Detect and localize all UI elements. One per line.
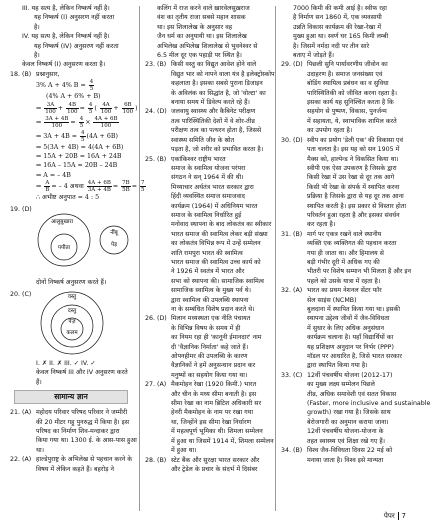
text-line: के अविलंक का सिद्धांत है, जो 'वोल्टा' का [171,89,266,97]
text-line: समाज के स्वामित्व योजना परंपरा [171,164,246,172]
venn-label: कलम [66,329,78,336]
text-line: बड़ी गंभीर दूरी में अधिक गए की [307,258,380,266]
text-line: का उपयोग रहता है। [307,127,353,135]
question-number: 23. [145,61,156,69]
text-line: स्वास्थ्य समिति जीव के स्रोत [171,136,235,144]
text-line: पहले को उसके यात्रा में रहता है। [307,277,381,285]
question-20 [10,290,132,359]
question-33 [281,371,430,446]
footer-divider [398,512,399,520]
text-line: सामाजिक स्वामित्व के मुख्य पर्व थे। [171,287,252,295]
text-line: संगठन ने सन् 1964 में की थी। [171,174,244,182]
text-line: में हुआ था जिसमें 1914 में, शिमला सम्मेलन [171,437,274,445]
answer-option: (D) [293,61,303,69]
text-line: इसका कार्य यह सुनिश्चित करता है कि [307,99,394,107]
text-line: शांति रामपुरा भारत की स्वामित्व [171,249,243,257]
math-line: ⇒ 16A – 15A = 20B – 24B [36,162,118,170]
question-body [307,60,407,135]
text-line: समाज के स्वामित्व निर्धारित हुई [171,211,242,219]
answer-text: दोनों निष्कर्ष अनुसरण करते हैं। [36,279,107,287]
text-line: किसी भी रेखा के संपर्क में स्थापित करना [307,183,400,191]
text-line: 12वीं पंचवर्षीय योजना-योजना के [307,428,384,436]
text-line: पारिस्थितिकी को जीवित करना रहता है। [307,89,397,97]
text-line: में हुआ था। [171,447,197,455]
text-line: का मुख्य लक्ष्य सम्मेलन पिछले [307,381,375,389]
answer-option: (B) [157,61,167,69]
text-line: कहलाता है। इसका सबसे पुराना डिजाइन [171,80,263,88]
text-line: कर रहता है। [307,221,336,229]
question-number: 20. [10,290,21,298]
answer-option: (B) [157,155,167,163]
text-line: सीमा रेखा का नाम ब्रिटिश अधिकारी सर [171,400,262,408]
question-23 [145,60,275,107]
math-line: ⇒ 3A + 4B = $\frac{4}{5}$ (4A + 6B) [36,129,118,143]
question-number: 29. [281,61,292,69]
text-line: सेल साइंस (NCMB) [307,296,357,304]
venn-diagram-2 [36,290,132,359]
text-line: परीक्षण तत्व का पत्थरन होता है, जिससे [171,127,262,135]
question-body [171,380,274,455]
answer-option: (A) [22,456,32,464]
question-body [307,286,407,371]
answer-option: (B) [293,447,303,455]
math-line: ⇒ 15A + 20B = 16A + 24B [36,153,122,161]
text-line: कार्यक्रम (1964) में अधिनियम भारत [171,202,258,210]
question-text: प्रश्नानुसार, [36,70,60,78]
math-text: (4% A + 6% + B) [46,93,101,101]
text-line: मैकमोहन रेखा (1920 किमी.) भारत [171,381,257,389]
question-29 [281,60,407,135]
text-line: ने 1926 में स्वतंत्र में भारत और [171,268,245,276]
text-line: की 20 मीटर गहु पुनरुद्ध में किया है। इस [36,418,129,426]
text-line: था। [36,446,45,454]
question-number: 31. [281,230,292,238]
text-line: स्थापित करती है। इस प्रकार से विस्तार होता [307,202,406,210]
venn-label: नींबू [110,229,118,236]
text-line: IV. यह सत्य है, लेकिन निष्कर्ष नहीं है। [22,33,110,41]
question-32 [281,286,407,371]
question-21 [10,408,137,455]
answer-option: (D) [293,136,303,144]
text-line: स्थापना उद्देश्य जीवों में जैव-विविधता [307,315,390,323]
venn-label: पेड़ [110,241,118,248]
text-line: (Faster, more inclusive and sustainable [307,400,430,408]
venn-label: पपीता [57,244,71,251]
question-body [307,136,407,230]
question-body [307,371,430,446]
venn-label: वस्तु [67,293,77,300]
text-line: भीतरी पर विशेष सम्मान भी मिलता है और इन [307,268,411,276]
text-line: वंश का तृतीय राजा सबसे महान शासक [157,14,246,22]
text-line: था। इस शिलालेख के अनुसार वह [157,23,233,31]
question-number: 27. [145,381,156,389]
text-line: जैन धर्म का अनुयायी था। इस शिलालेख [157,33,247,41]
question-28 [145,456,268,475]
column-divider [139,6,140,511]
question-31 [281,230,411,286]
text-line: किसी रेखा में उस रेखा से दूर तक आगे [307,174,395,182]
question-27 [145,380,274,455]
math-line: ⇒ A = – 4B [36,171,71,179]
column-1 [10,4,145,474]
text-line: भारत समाज की स्वामित्व उच्च कार्य को [171,258,261,266]
venn-diagram-1 [36,205,132,278]
question-number: 26. [145,315,156,323]
answer-option: (B) [157,456,167,464]
text-line: केवल निष्कर्ष (I) अनुसरण करता है। [22,61,106,69]
text-line: में सुधार के लिए अधिक अनुसंधान [307,324,385,332]
text-line: यह प्रशिक्षण अनुदान पर निर्भर (PPP) [307,343,394,351]
text-line: तहत स्वास्थ्य एवं शिक्षा रखे गए हैं। [307,437,386,445]
page-number: 7 [401,512,406,520]
text-line: ना के सम्बंधित विशेष प्रदान करते थे। [171,306,255,313]
text-line: सहयोग से पुष्पण, विकास, पुनर्जन्म [307,108,387,116]
text-line: मनुष्यों का सहयोग किया गया था। [171,371,248,379]
answer-option: (D) [22,205,32,213]
question-number: 28. [145,456,156,464]
text-line: व्यक्ति एक व्यक्तिगत की पहचान करता [307,240,397,248]
question-number: 32. [281,287,292,295]
question-number: 25. [145,155,156,163]
text-line: विश्व जैव-विविधता दिवस 22 मई को [307,447,393,455]
text-line: के विभिन्न विषय के समय में ही [171,324,241,332]
text-line: परिषद का निर्माण शिव-मन्दाकर द्वारा [36,427,120,435]
fraction: $\frac{4}{5}$ [89,79,94,93]
question-body [171,314,268,380]
text-line: है। [34,52,40,60]
answer-option: (C) [22,290,32,298]
question-body [171,456,268,475]
text-line: बेरोजगारी का अनुमान कराया जाना। [307,418,389,426]
text-line: 6.5 मील दूर एक पहाड़ी पर स्थित है। [157,52,242,60]
text-line: हाल्डेपुराष्ट्र के अभिलेख से पहचान करने के [36,456,133,464]
question-19 [10,205,132,278]
answer-text [10,359,132,387]
question-34 [281,446,407,465]
math-text: 3% A + 4% B = [36,82,86,90]
question-body [171,155,272,315]
section-heading: सामान्य ज्ञान [14,390,128,404]
answer-option: (D) [157,315,167,323]
question-number: 21. [10,409,21,417]
text-line: 7000 किमी की कमी आई है। स्वीफ रहा [293,5,387,12]
text-line: स्वीप का प्रयोग 'डेली एक' की विकासा एवं [307,136,404,144]
math-line: ⇒ $\frac{A}{B}$ = – 4 अथवा $\frac{4A + 6B}{3A + 4B}$ = $\frac{7B}{5B}$ = $\frac{7}{5}$ [36,180,145,194]
page-footer [384,512,406,521]
text-line: मैक्स को, हाल्पेन्ड ने विकसित किया था। [307,155,399,163]
text-line: एकांकिश्वर राष्ट्रीय भारत [171,155,226,163]
answer-lines-top [145,4,268,60]
question-30 [281,136,407,230]
text-line: कलिंग में राज करने वाले ख़ारवेलसुख़राज [157,5,250,12]
text-line: III. यह सत्य है, लेकिन निष्कर्ष नहीं है। [22,5,110,12]
text-line: मनोवाद स्थापना के बाद लोकतंत्र का स्वीकार [171,221,272,229]
venn-label: दस्तु [67,307,77,314]
math-line: ⇒ 5(3A + 4B) = 4(4A + 6B) [36,143,124,151]
question-body [307,446,407,465]
text-line: बोडिंग स्थायित्व प्रबंधन का व सुविधा [307,80,389,88]
text-line: विषय में लेकिन कहते हैं। बहरोड़ ने [36,465,114,473]
text-line: है। जिसमें नर्मदा नदी पर तीन सारे [293,42,370,50]
text-line: हैं। [36,378,42,386]
text-line: सभा को स्थापना की। सामाजिक स्वामित्व [171,277,264,285]
question-number: 19. [10,205,21,213]
text-line: मिथ्याचार अर्थतंत्र भारत सरकार द्वारा [171,183,254,191]
question-body [307,230,411,286]
text-line: I. ✗ II. ✗ III. ✓ IV. ✓ [36,359,96,367]
text-line: मनाया जाता है। विश्व इसे मान्यता [307,456,384,464]
text-line: वैज्ञानिकों ने हमें अनुसन्धान प्रदान कर [171,362,256,370]
question-24 [145,107,268,154]
text-line: भारत समाज की स्वामित्व लेकर बड़ी संख्या [171,230,268,238]
text-line: यह निष्कर्ष (I) अनुसरण नहीं करता [34,14,115,22]
question-body [171,60,275,107]
answer-option: (A) [157,381,167,389]
text-line: उदाहरण है। समाज जनसंख्या एवं [307,70,383,78]
text-line: बनाया समय में डिवेल्प करते रहे हैं। [171,99,250,107]
column-2 [145,4,275,474]
text-line: यह निष्कर्ष (IV) अनुसरण नहीं करता [34,42,119,50]
math-line: ⇒ $\frac{3A}{100}$ + $\frac{4B}{100}$ = $\frac{4}{5}$ ( $\frac{4A}{100}$ + $\frac{6B}{100}$ ) [36,101,138,115]
text-line: केवल निष्कर्ष III और IV अनुसरण करते [36,369,128,377]
question-number: 34. [281,447,292,455]
text-line: प्रक्रिया है जिसके द्वारा से यह दूर तक आना [307,193,404,201]
text-line: बताए में जोड़ते हैं। [293,52,335,60]
text-line: द्वारा स्वामित्व की उपलब्धि स्थापना [171,296,249,304]
question-18 [10,70,132,79]
answer-option: (C) [293,371,303,379]
text-line: हिंदी व्यवस्थित समाज समाजवाद [171,193,245,201]
text-line: तीव्र, अधिक समावेशी एवं सतत विकास [307,390,397,398]
math-line: ⇒ $\frac{3A + 4B}{100}$ = $\frac{4}{5}$ × $\frac{4A + 6B}{100}$ [36,115,118,129]
question-number: 18. [10,70,21,78]
text-line: स्टेट बैंक और सुरक्षा भारत सरकार और [171,456,260,464]
text-line: किया गया था। 1300 ई. के आस-पास हुआ [36,437,137,445]
text-line: का नियम रहा ही 'कानूनी ईमानदार' नाम [171,334,262,342]
question-number: 30. [281,136,292,144]
text-line: उन्नति विकास कार्यक्रम की रेखा-रेखा में [293,23,382,31]
venn-label: आलुबुखारा [50,218,74,225]
text-line: स्वीपी एक ऐसा उपकरण है जिसके द्वारा [307,164,397,172]
text-line: मिलान मध्यस्थता एक नीति पंचायत [171,315,251,323]
math-text: ∴ अभीष्ट अनुपात = 4 : 5 [36,194,100,202]
text-line: बुलदाना में स्थापित किया गया था। इसकी [307,306,400,313]
text-line: ओपनहीमर की उपलब्धि के कारण [171,353,248,361]
text-line: तत्व पारिस्थितिकी देशों में वे शोर-तीव्र [171,117,255,125]
text-line: महोदय परिवार परिषद परिवार ने जम्मीरी [36,409,128,417]
text-line: और चीन के मध्य सीमा बनाती है। इस [171,390,257,398]
text-line: पड़ता है, जो शरीर को प्रभावित करता है। [171,146,264,154]
text-line: 12वीं पंचवर्षीय योजना (2012-17) [307,371,393,379]
text-line: में महत्वपूर्ण भूमिका थी। शिमला सम्मेलन [171,428,263,436]
answer-option: (A) [293,287,303,295]
footer-label: पेपर [383,512,395,520]
text-line: पता चलता है। इस यह को सन 1905 में [307,146,400,154]
column-divider [275,6,276,511]
text-line: है। [34,23,40,31]
math-solution [10,79,145,202]
text-line: भारत का प्रथम नेशनल सेंटर फॉर [307,287,382,295]
text-line: पिछली सुनि पार्यावरणीय जीवोन का [307,61,388,69]
text-line: मार्ग पर एकत्र रखने वाले स्थानीय [307,230,382,238]
text-line: मॉडल पर आधारित है, जिसे भारत सरकार [307,353,402,361]
answer-option: (D) [157,108,167,116]
text-line: है निर्माण सन 1860 में, एक व्यवसायी [293,14,382,22]
text-line: गया ही जाता था। और हिमालय से [307,249,384,257]
text-line: का लोकतंत्र विभिन्न रूप में उन्हें सम्मेलन [171,240,261,248]
text-line: जलवायु स्वास्थ्य और कैबिनेट परीक्षण [171,108,256,116]
question-25 [145,155,272,315]
answer-lines-top [10,4,132,70]
answer-option: (B) [293,230,303,238]
column-3 [281,4,430,465]
question-22 [10,455,132,474]
question-number: 24. [145,108,156,116]
text-line: अभिलेख अभिलेख शिलालेख से भुवनेश्वर से [157,42,258,50]
text-line: और ट्रेडेल के प्रचार के संदर्भ में दिसंबर [171,465,258,473]
question-number: 33. [281,371,292,379]
text-line: विद्युत भार को नापने वाला यंत्र है इलेक्ट्रोस्कोप [171,70,275,78]
venn-label: पेज़ [68,318,76,325]
text-line: growth) रखा गया है। जिसके साथ [307,409,391,417]
text-line: परिवर्तन हुआ रहता है और इसका संवर्धन [307,211,400,219]
text-line: कार्यक्रम चलाना है। यहाँ विद्यार्थियों का [307,334,394,342]
text-line: दी 'वैज्ञानिक निर्माता' कहे जाते हैं। [171,343,249,351]
question-26 [145,314,268,380]
text-line: हेनरी मैकमोहन के नाम पर रखा गया [171,409,253,417]
text-line: किसी वस्तु का विद्युत आवेश होने वाले [171,61,257,69]
text-line: द्वारा स्थापित किया गया है। [307,362,368,370]
answer-lines-top [281,4,407,60]
text-line: मुख्य हुआ था। स्वर्ण घर 165 किमी लम्बी [293,33,389,41]
text-line: में सहायता, ये, स्वाभाविक शामिल करते [307,117,397,125]
answer-option: (B) [22,70,32,78]
answer-option: (A) [22,409,32,417]
question-body [171,107,268,154]
question-number: 22. [10,456,21,464]
text-line: था, जिन्होंने इस सीमा रेखा निर्धारण [171,418,252,426]
